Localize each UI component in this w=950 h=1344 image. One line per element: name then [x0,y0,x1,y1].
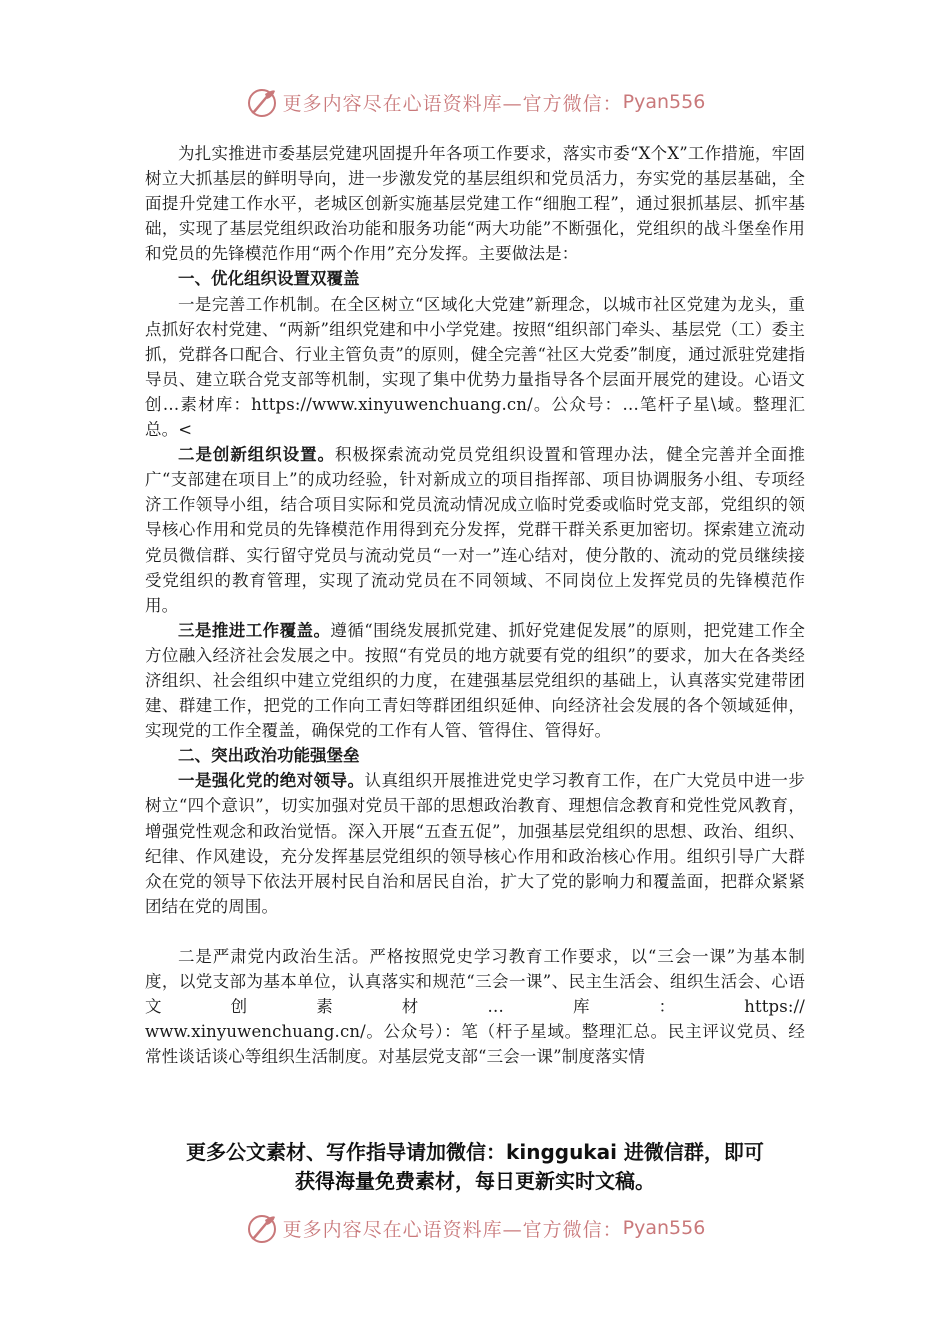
section-2-paragraph-2-part-2: www.xinyuwenchuang.cn/。公众号）：笔（杆子星域。整理汇总。民主评议党员、经常性谈话谈心等组织生活制度。对基层党支部“三会一课”制度落实情 [145,1022,805,1067]
document-body [145,141,805,1069]
paragraph-lead: 三是推进工作覆盖。 [178,620,331,640]
quill-logo-icon [245,1211,279,1245]
banner-wechat-id: Pyan556 [622,91,706,113]
section-1-heading: 一、优化组织设置双覆盖 [178,269,360,289]
intro-paragraph: 为扎实推进市委基层党建巩固提升年各项工作要求，落实市委“X个X”工作措施，牢固树立大抓基层的鲜明导向，进一步激发党的基层组织和党员活力，夯实党的基层基础，全面提升党建工作水平，老城区创新实施基层党建工作“细胞工程”，通过狠抓基层、抓牢基础，实现了基层党组织政治功能和服务功能“两大功能”不断强化，党组织的战斗堡垒作用和党员的先锋模范作用“两个作用”充分发挥。主要做法是： [145,144,805,264]
paragraph-text: 积极探索流动党员党组织设置和管理办法，健全完善并全面推广“支部建在项目上”的成功经验，针对新成立的项目指挥部、项目协调服务小组、专项经济工作领导小组，结合项目实际和党员流动情况成立临时党委或临时党支部，党组织的领导核心作用和党员的先锋模范作用得到充分发挥，党群干群关系更加密切。探索建立流动党员微信群、实行留守党员与流动党员“一对一”连心结对，使分散的、流动的党员继续接受党组织的教育管理，实现了流动党员在不同领域、不同岗位上发挥党员的先锋模范作用。 [145,445,805,615]
header-banner [0,82,950,122]
section-2-heading: 二、突出政治功能强堡垒 [178,746,360,766]
paragraph-gap [145,919,805,944]
banner-text: 更多内容尽在心语资料库—官方微信： [282,1218,623,1241]
section-1-paragraph-2 [145,442,805,618]
banner-wechat-id: Pyan556 [622,1217,706,1239]
quill-logo-icon [245,85,279,119]
promo-line-1: 更多公文素材、写作指导请加微信：kinggukai 进微信群，即可 [186,1140,764,1164]
section-1-paragraph-3 [145,618,805,743]
footer-banner [0,1208,950,1248]
paragraph-lead: 二是创新组织设置。 [178,445,335,465]
banner-text: 更多内容尽在心语资料库—官方微信： [282,92,623,115]
paragraph-text: 遵循“围绕发展抓党建、抓好党建促发展”的原则，把党建工作全方位融入经济社会发展之中。按照“有党员的地方就要有党的组织”的要求，加大在各类经济组织、社会组织中建立党组织的力度，在建强基层党组织的基础上，认真落实党建带团建、群建工作，把党的工作向工青妇等群团组织延伸、向经济社会发展的各个领域延伸，实现党的工作全覆盖，确保党的工作有人管、管得住、管得好。 [145,620,805,741]
promo-text [95,1138,855,1196]
paragraph-text: 认真组织开展推进党史学习教育工作，在广大党员中进一步树立“四个意识”，切实加强对党员干部的思想政治教育、理想信念教育和党性党风教育，增强党性观念和政治觉悟。深入开展“五查五促”，加强基层党组织的思想、政治、组织、纪律、作风建设，充分发挥基层党组织的领导核心作用和政治核心作用。组织引导广大群众在党的领导下依法开展村民自治和居民自治，扩大了党的影响力和覆盖面，把群众紧紧团结在党的周围。 [145,771,805,916]
paragraph-lead: 一是强化党的绝对领导。 [178,771,365,791]
section-2-paragraph-2-part-1: 二是严肃党内政治生活。严格按照党史学习教育工作要求，以“三会一课”为基本制度，以党支部为基本单位，认真落实和规范“三会一课”、民主生活会、组织生活会、心语文创素材…库：https:// [145,946,805,1017]
promo-line-2: 获得海量免费素材，每日更新实时文稿。 [295,1169,655,1193]
section-1-paragraph-1: 一是完善工作机制。在全区树立“区域化大党建”新理念，以城市社区党建为龙头，重点抓好农村党建、“两新”组织党建和中小学党建。按照“组织部门牵头、基层党（工）委主抓，党群各口配合、行业主管负责”的原则，健全完善“社区大党委”制度，通过派驻党建指导员、建立联合党支部等机制，实现了集中优势力量指导各个层面开展党的建设。心语文创…素材库：https://www.xinyuwenchuang.cn/。公众号：…笔杆子星\域。整理汇总。< [145,294,805,440]
section-2-paragraph-1 [145,768,805,919]
